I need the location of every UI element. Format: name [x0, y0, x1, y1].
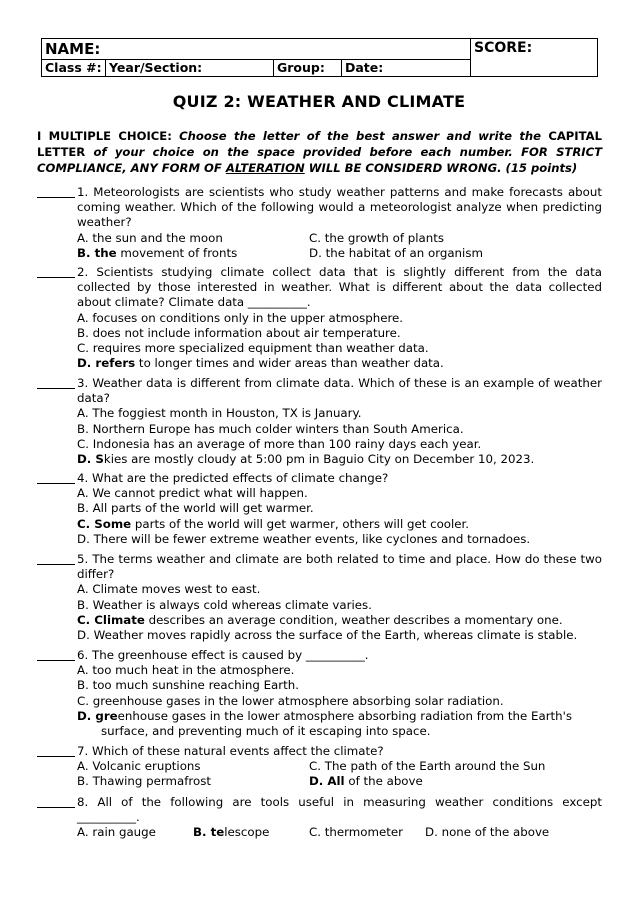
- q8-option-a: A. rain gauge: [77, 825, 156, 840]
- q4-option-a: A. We cannot predict what will happen.: [77, 486, 308, 501]
- question-2: [37, 265, 602, 371]
- name-field[interactable]: NAME:: [42, 39, 471, 60]
- q7-option-c: C. The path of the Earth around the Sun: [309, 759, 546, 774]
- q8-option-b: B. telescope: [193, 825, 270, 840]
- q2-option-b: B. does not include information about air temperature.: [77, 325, 401, 340]
- q5-option-c: C. Climate describes an average condition, weather describes a momentary one.: [77, 612, 563, 627]
- question-5: [37, 552, 602, 643]
- instructions-alteration: ALTERATION: [225, 161, 305, 175]
- answer-blank-8[interactable]: [37, 795, 75, 808]
- question-7: [37, 744, 602, 790]
- year-section-field[interactable]: Year/Section:: [106, 60, 274, 76]
- instructions-part-3: WILL BE CONSIDERD WRONG. (15 points): [304, 161, 578, 175]
- question-4: [37, 471, 602, 547]
- q7-option-b: B. Thawing permafrost: [77, 774, 211, 789]
- answer-blank-3[interactable]: [37, 376, 75, 389]
- q6-option-b: B. too much sunshine reaching Earth.: [77, 678, 299, 693]
- instructions-part-2: of your choice on the space provided before each number. FOR STRICT COMPLIANCE, ANY FORM OF: [37, 145, 602, 175]
- question-3: [37, 376, 602, 467]
- q2-option-d: D. refers to longer times and wider areas than weather data.: [77, 356, 444, 371]
- q2-option-c: C. requires more specialized equipment than weather data.: [77, 341, 429, 356]
- answer-blank-1[interactable]: [37, 185, 75, 198]
- question-1: [37, 185, 602, 261]
- question-2-stem: 2. Scientists studying climate collect data that is slightly different from the data collected by those interested in weather. What is different about the data collected about climate? Climate data __________.: [77, 265, 602, 310]
- question-3-stem: 3. Weather data is different from climate data. Which of these is an example of weather data?: [77, 376, 602, 406]
- question-1-stem: 1. Meteorologists are scientists who study weather patterns and make forecasts about coming weather. Which of the following would a meteorologist analyze when predicting weather?: [77, 185, 602, 230]
- question-4-stem: 4. What are the predicted effects of climate change?: [77, 471, 389, 485]
- question-7-stem: 7. Which of these natural events affect the climate?: [77, 744, 384, 758]
- q6-option-d-continuation: surface, and preventing much of it escaping into space.: [101, 724, 431, 739]
- answer-blank-7[interactable]: [37, 744, 75, 757]
- q6-option-c: C. greenhouse gases in the lower atmosphere absorbing solar radiation.: [77, 693, 504, 708]
- q8-option-d: D. none of the above: [425, 825, 550, 840]
- instructions: [37, 128, 602, 176]
- instructions-capital-letter: CAPITAL LETTER: [37, 129, 602, 159]
- q7-option-a: A. Volcanic eruptions: [77, 759, 201, 774]
- instructions-part-1: Choose the letter of the best answer and write the: [179, 129, 549, 143]
- q1-option-d: D. the habitat of an organism: [309, 245, 483, 260]
- q3-option-b: B. Northern Europe has much colder winters than South America.: [77, 421, 464, 436]
- q1-option-c: C. the growth of plants: [309, 230, 445, 245]
- q1-option-b: B. the movement of fronts: [77, 245, 238, 260]
- answer-blank-5[interactable]: [37, 552, 75, 565]
- q5-option-a: A. Climate moves west to east.: [77, 582, 261, 597]
- q6-option-a: A. too much heat in the atmosphere.: [77, 663, 295, 678]
- q8-option-c: C. thermometer: [309, 825, 403, 840]
- q7-option-d: D. All of the above: [309, 774, 423, 789]
- question-6: [37, 648, 602, 739]
- score-field[interactable]: SCORE:: [474, 40, 533, 56]
- q3-option-d: D. Skies are mostly cloudy at 5:00 pm in Baguio City on December 10, 2023.: [77, 452, 535, 467]
- q3-option-c: C. Indonesia has an average of more than 100 rainy days each year.: [77, 436, 482, 451]
- class-number-field[interactable]: Class #:: [42, 60, 106, 76]
- question-5-stem: 5. The terms weather and climate are both related to time and place. How do these two differ?: [77, 552, 602, 582]
- q4-option-c: C. Some parts of the world will get warmer, others will get cooler.: [77, 516, 470, 531]
- q5-option-d: D. Weather moves rapidly across the surface of the Earth, whereas climate is stable.: [77, 628, 578, 643]
- q6-option-d: D. greenhouse gases in the lower atmosphere absorbing radiation from the Earth's: [77, 708, 573, 723]
- q4-option-b: B. All parts of the world will get warmer.: [77, 501, 314, 516]
- answer-blank-6[interactable]: [37, 648, 75, 661]
- question-8: [37, 795, 602, 841]
- quiz-title: QUIZ 2: WEATHER AND CLIMATE: [172, 92, 466, 111]
- q4-option-d: D. There will be fewer extreme weather events, like cyclones and tornadoes.: [77, 531, 531, 546]
- instructions-lead: I MULTIPLE CHOICE:: [37, 129, 180, 143]
- q2-option-a: A. focuses on conditions only in the upper atmosphere.: [77, 310, 404, 325]
- question-6-stem: 6. The greenhouse effect is caused by __________.: [77, 648, 369, 662]
- answer-blank-4[interactable]: [37, 471, 75, 484]
- q3-option-a: A. The foggiest month in Houston, TX is January.: [77, 406, 362, 421]
- q5-option-b: B. Weather is always cold whereas climate varies.: [77, 597, 372, 612]
- student-info-table: [41, 38, 598, 77]
- group-field[interactable]: Group:: [274, 60, 342, 76]
- date-field[interactable]: Date:: [342, 60, 471, 76]
- question-8-stem: 8. All of the following are tools useful in measuring weather conditions except __________.: [77, 795, 602, 825]
- q1-option-a: A. the sun and the moon: [77, 230, 223, 245]
- answer-blank-2[interactable]: [37, 265, 75, 278]
